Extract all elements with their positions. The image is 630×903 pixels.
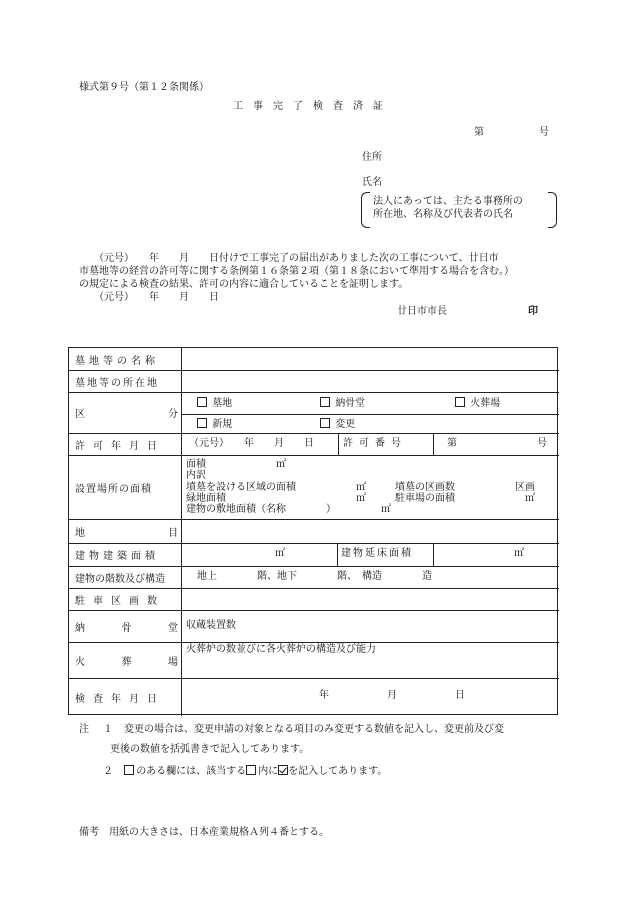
seal-mark: 印 bbox=[528, 306, 538, 317]
area-grave-zone: 墳墓を設ける区域の面積 ㎡ bbox=[186, 482, 366, 493]
number-suffix: 号 bbox=[539, 127, 549, 138]
floors-value: 地上 階、地下 階、 構造 造 bbox=[197, 571, 432, 582]
label-name: 墓地等の名称 bbox=[75, 355, 159, 367]
label-category: 区 分 bbox=[75, 409, 178, 420]
permit-number-suffix: 号 bbox=[537, 438, 547, 449]
corporate-note-line2: 所在地、名称及び代表者の氏名 bbox=[373, 209, 513, 220]
body-line-3: の規定による検査の結果、許可の内容に適合していることを証明します。 bbox=[79, 279, 409, 290]
option-crematorium[interactable]: 火葬場 bbox=[455, 397, 500, 411]
checkbox-icon bbox=[197, 397, 207, 407]
ossuary-storage-units: 収蔵装置数 bbox=[186, 620, 236, 631]
area-grave-count: 墳墓の区画数 区画 bbox=[395, 482, 535, 493]
label-inspection-date: 検査年月日 bbox=[75, 693, 165, 705]
inspection-year: 年 bbox=[319, 690, 329, 701]
mayor-title: 廿日市市長 bbox=[397, 306, 447, 317]
permit-number-label: 許可番号 bbox=[343, 438, 407, 449]
inspection-day: 日 bbox=[455, 690, 465, 701]
body-line-2: 市墓地等の経営の許可等に関する条例第１６条第２項（第１８条において準用する場合を含む。） bbox=[79, 266, 514, 277]
remarks-text: 用紙の大きさは、日本産業規格Ａ列４番とする。 bbox=[109, 827, 329, 838]
floor-area-unit: ㎡ bbox=[514, 548, 524, 559]
crematorium-capacity: 火葬炉の数並びに各火葬炉の構造及び能力 bbox=[186, 644, 376, 655]
note-2-number: ２ bbox=[103, 766, 113, 777]
option-change[interactable]: 変更 bbox=[320, 418, 355, 432]
document-title: 工 事 完 了 検 査 済 証 bbox=[233, 101, 383, 112]
remarks-label: 備考 bbox=[79, 827, 99, 838]
checked-box-icon bbox=[278, 765, 288, 775]
label-location: 墓地等の所在地 bbox=[75, 377, 159, 389]
inspection-form-table bbox=[68, 347, 558, 715]
note-1-line-2: 更後の数値を括弧書きで記入してあります。 bbox=[110, 744, 310, 755]
option-new[interactable]: 新規 bbox=[197, 418, 232, 432]
label-permit-date: 許可年月日 bbox=[75, 440, 165, 452]
label-site-area: 設置場所の面積 bbox=[75, 483, 152, 495]
body-line-1: （元号） 年 月 日付けで工事完了の届出がありました次の工事について、廿日市 bbox=[94, 253, 499, 264]
area-total: 面積 ㎡ bbox=[186, 459, 286, 470]
label-crematorium: 火 葬 場 bbox=[75, 656, 178, 668]
name-label: 氏名 bbox=[362, 177, 382, 188]
number-prefix: 第 bbox=[474, 127, 484, 138]
inspection-month: 月 bbox=[387, 690, 397, 701]
checkbox-icon bbox=[197, 418, 207, 428]
checkbox-icon bbox=[246, 765, 256, 775]
checkbox-icon bbox=[455, 397, 465, 407]
label-building-area: 建物建築面積 bbox=[75, 551, 159, 562]
checkbox-icon bbox=[320, 397, 330, 407]
form-number: 様式第９号（第１２条関係） bbox=[79, 82, 209, 93]
area-breakdown-label: 内訳 bbox=[186, 470, 206, 481]
checkbox-icon bbox=[124, 765, 134, 775]
note-2: ２ のある欄には、該当する 内に を記入してあります。 bbox=[103, 766, 388, 777]
corporate-note-line1: 法人にあっては、主たる事務所の bbox=[373, 196, 523, 207]
corporate-note-bracket bbox=[361, 192, 557, 228]
option-cemetery[interactable]: 墓地 bbox=[197, 397, 232, 411]
area-green: 緑地面積 ㎡ bbox=[186, 493, 366, 504]
permit-number-prefix: 第 bbox=[447, 438, 457, 449]
remarks bbox=[79, 827, 329, 840]
label-ossuary: 納 骨 堂 bbox=[75, 622, 178, 634]
note-1-line-1: 変更の場合は、変更申請の対象となる項目のみ変更する数値を記入し、変更前及び変 bbox=[124, 724, 504, 735]
label-land: 地 目 bbox=[75, 527, 178, 539]
permit-date-value: （元号） 年 月 日 bbox=[189, 438, 314, 449]
note-1-number: １ bbox=[103, 724, 113, 735]
option-ossuary[interactable]: 納骨堂 bbox=[320, 397, 365, 411]
building-area-unit: ㎡ bbox=[275, 548, 285, 559]
checkbox-icon bbox=[320, 418, 330, 428]
notes-label: 注 bbox=[79, 724, 89, 735]
label-parking: 駐車区画数 bbox=[75, 595, 165, 607]
label-floors: 建物の階数及び構造 bbox=[75, 573, 165, 585]
area-parking: 駐車場の面積 ㎡ bbox=[395, 493, 535, 504]
address-label: 住所 bbox=[362, 152, 382, 163]
body-date-line: （元号） 年 月 日 bbox=[94, 292, 219, 303]
floor-area-label: 建物延床面積 bbox=[341, 548, 413, 559]
area-building-site: 建物の敷地面積（名称 ） ㎡ bbox=[186, 504, 391, 515]
